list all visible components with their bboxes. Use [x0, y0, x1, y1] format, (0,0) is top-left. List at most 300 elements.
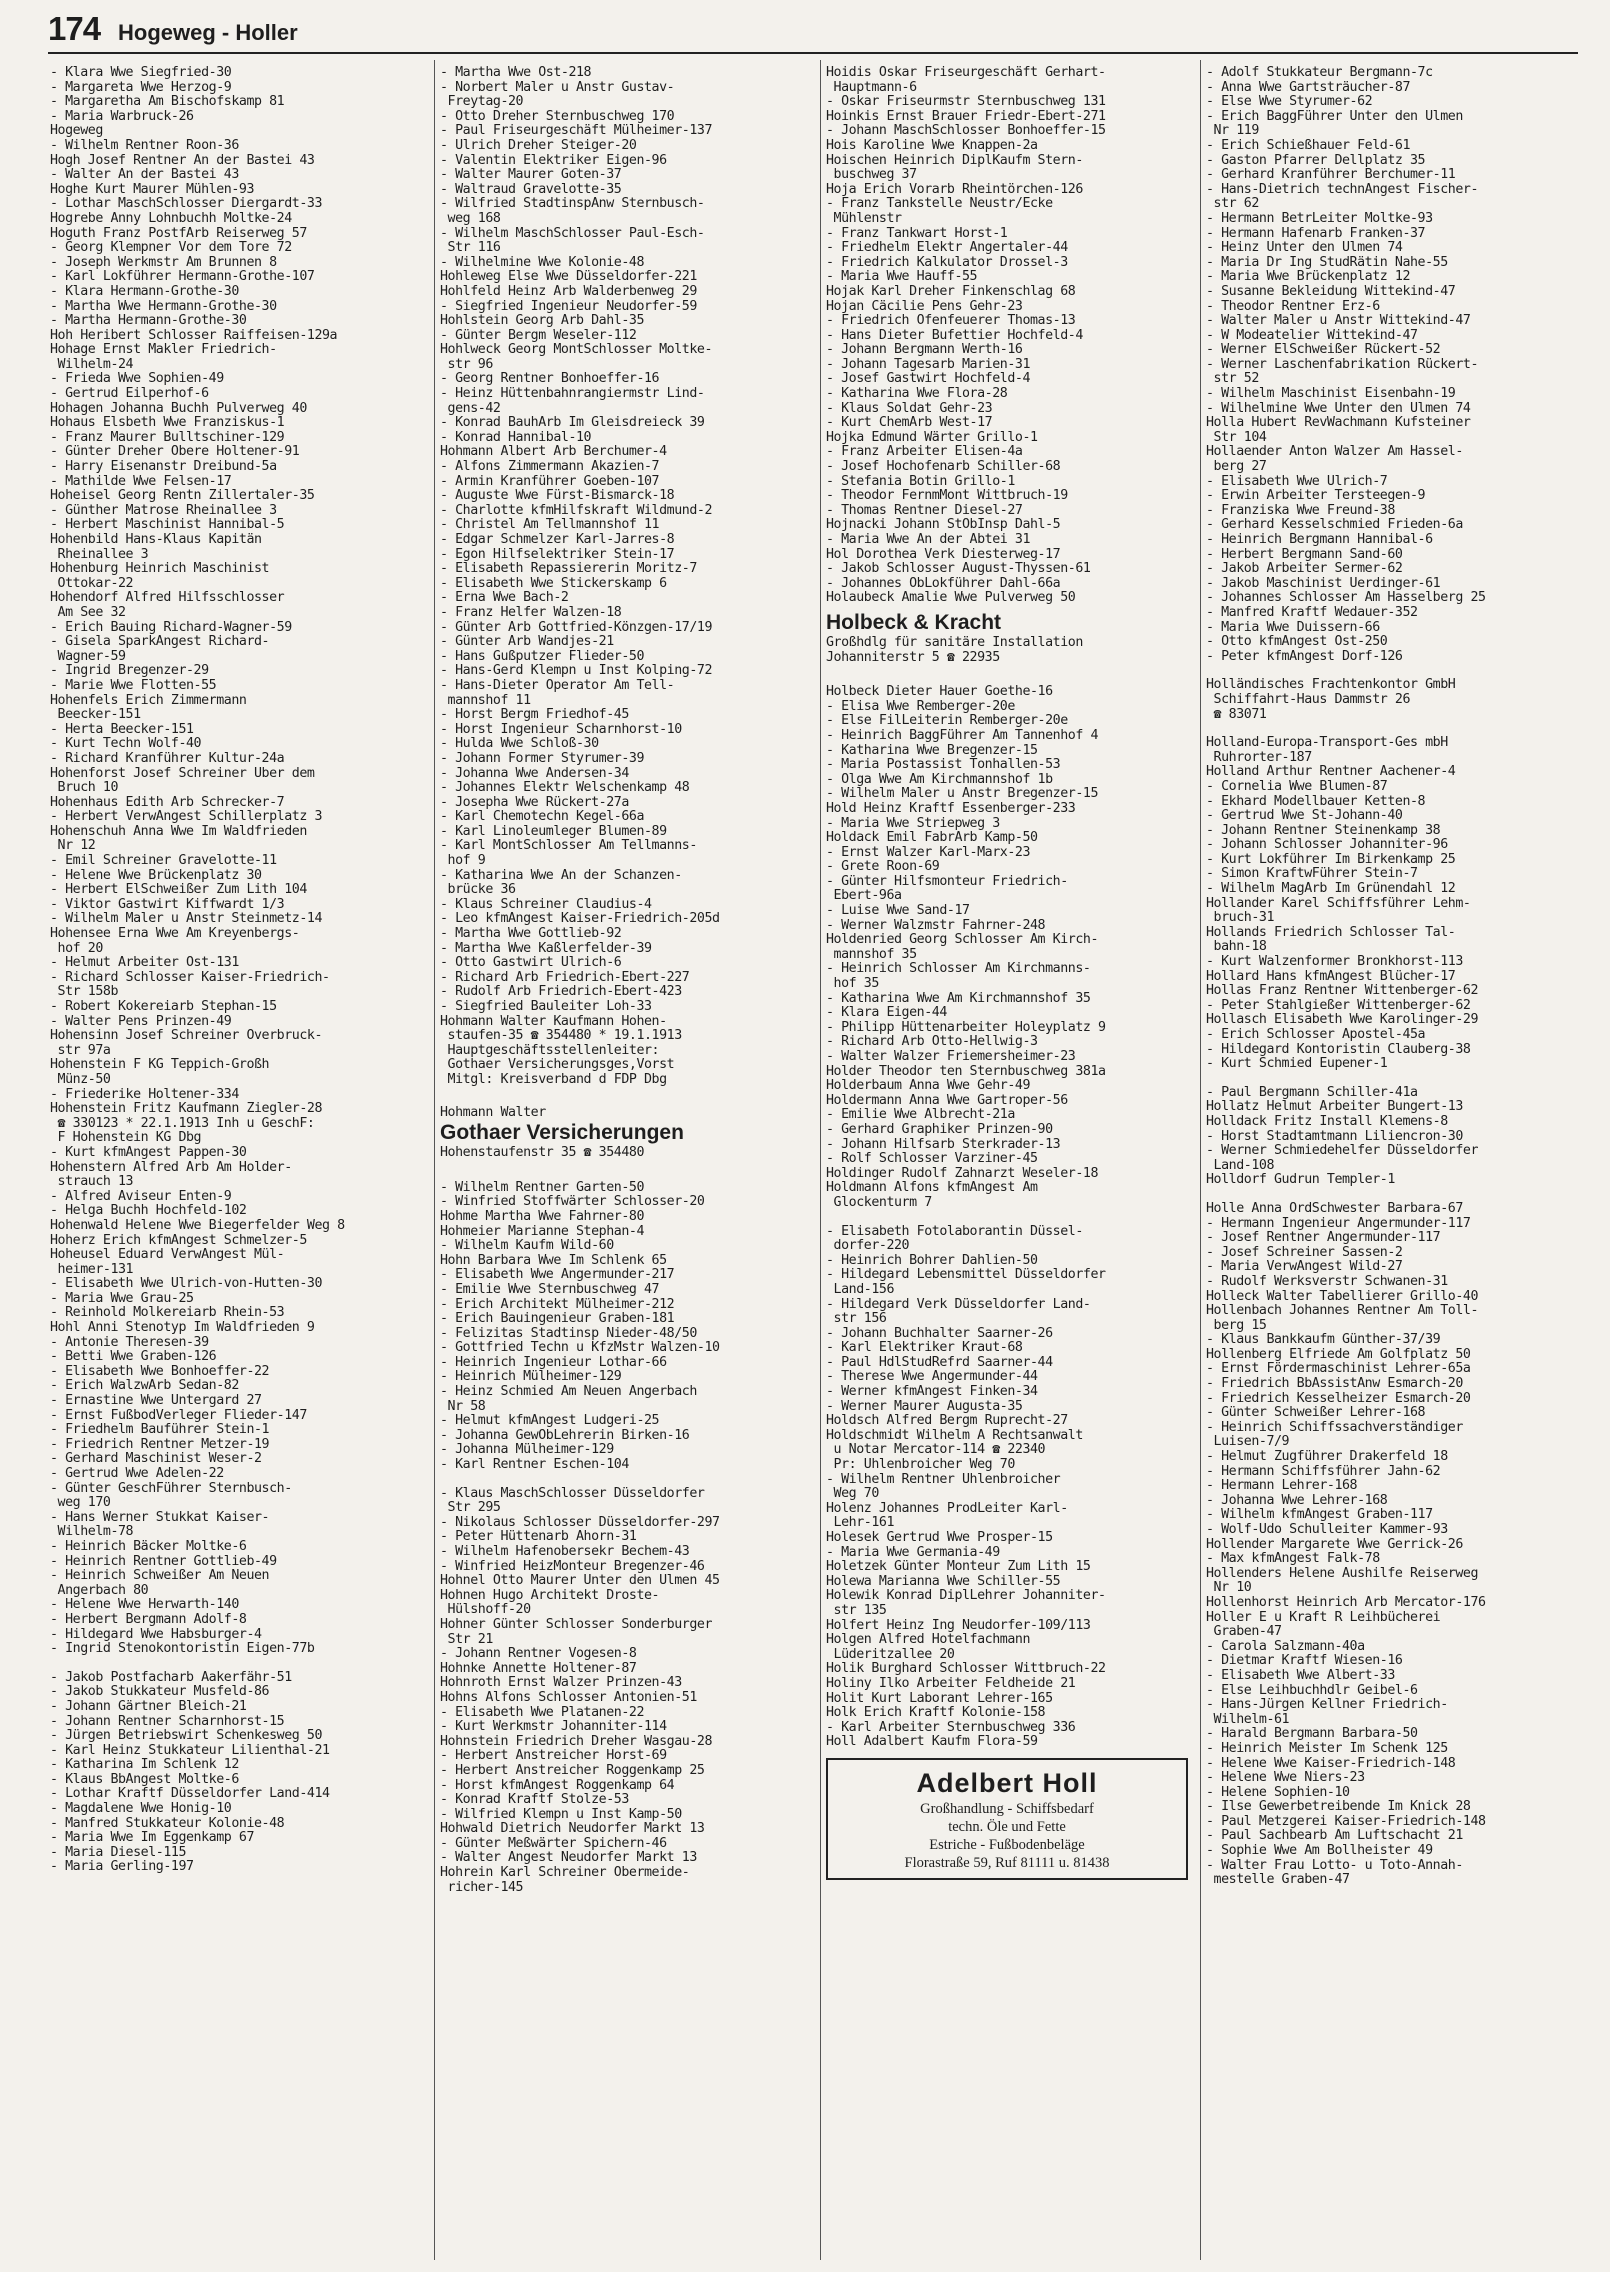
- directory-entry-line: - Klara Hermann-Grothe-30: [50, 284, 239, 299]
- directory-entry-line: - Norbert Maler u Anstr Gustav-: [440, 80, 675, 95]
- directory-entry-line: - Heinrich Schiffssachverständiger: [1206, 1420, 1463, 1435]
- directory-entry-line: Hohenhaus Edith Arb Schrecker-7: [50, 795, 285, 810]
- directory-entry-line: - Maria Wwe Grau-25: [50, 1291, 194, 1306]
- directory-entry-line: - Karl Elektriker Kraut-68: [826, 1341, 1023, 1356]
- directory-entry-line: - Auguste Wwe Fürst-Bismarck-18: [440, 489, 675, 504]
- directory-entry-line: Wilhelm-78: [50, 1525, 134, 1540]
- directory-entry-line: - Horst kfmAngest Roggenkamp 64: [440, 1778, 675, 1793]
- directory-entry-line: Hohenbild Hans-Klaus Kapitän: [50, 533, 262, 547]
- directory-entry-line: - Antonie Theresen-39: [50, 1335, 209, 1350]
- directory-entry-line: - Margaretha Am Bischofskamp 81: [50, 95, 285, 110]
- directory-entry-line: - Maria Wwe Germania-49: [826, 1545, 1000, 1560]
- directory-entry-line: - Kurt ChemArb West-17: [826, 416, 993, 431]
- directory-entry-line: - Johannes ObLokführer Dahl-66a: [826, 576, 1061, 591]
- directory-entry-line: bahn-18: [1206, 940, 1267, 955]
- directory-entry-line: str 52: [1206, 372, 1259, 387]
- directory-entry-line: - Friedhelm Bauführer Stein-1: [50, 1423, 270, 1438]
- directory-entry-line: - Karl Rentner Eschen-104: [440, 1458, 629, 1473]
- directory-entry-line: - Carola Salzmann-40a: [1206, 1639, 1365, 1654]
- directory-entry-line: - Betti Wwe Graben-126: [50, 1350, 217, 1365]
- directory-entry-line: - Marie Wwe Flotten-55: [50, 678, 217, 693]
- directory-entry-line: - Elisa Wwe Remberger-20e: [826, 699, 1015, 714]
- directory-entry-line: weg 168: [440, 211, 501, 226]
- directory-entry-line: Luisen-7/9: [1206, 1435, 1290, 1450]
- directory-entry-line: - Georg Rentner Bonhoeffer-16: [440, 372, 660, 387]
- directory-entry-line: - Paul Friseurgeschäft Mülheimer-137: [440, 124, 712, 139]
- directory-entry-line: - Wolf-Udo Schulleiter Kammer-93: [1206, 1523, 1448, 1537]
- directory-entry-line: - Wilhelm Maler u Anstr Steinmetz-14: [50, 912, 322, 927]
- directory-entry-line: - Erich Bauingenieur Graben-181: [440, 1312, 675, 1327]
- directory-entry-line: - Hildegard Kontoristin Clauberg-38: [1206, 1042, 1471, 1057]
- directory-entry-line: - Wilfried StadtinspAnw Sternbusch-: [440, 197, 705, 212]
- directory-entry-line: str 156: [826, 1312, 887, 1327]
- directory-entry-line: - Peter Stahlgießer Wittenberger-62: [1206, 998, 1471, 1013]
- directory-entry-line: Hohenburg Heinrich Maschinist: [50, 562, 270, 577]
- directory-entry-line: - Hans Gußputzer Flieder-50: [440, 649, 644, 664]
- directory-entry-line: - Gertrud Eilperhof-6: [50, 387, 209, 402]
- directory-entry-line: Am See 32: [50, 605, 126, 620]
- directory-entry-line: - Erich BaggFührer Unter den Ulmen: [1206, 109, 1463, 124]
- directory-entry-line: - Klaus Bankkaufm Günther-37/39: [1206, 1333, 1441, 1348]
- spacer: [440, 1088, 808, 1102]
- directory-entry-line: Hojnacki Johann StObInsp Dahl-5: [826, 518, 1061, 533]
- directory-entry-line: Str 21: [440, 1632, 493, 1647]
- directory-entry-line: Lehr-161: [826, 1516, 894, 1531]
- directory-entry-line: - Franz Helfer Walzen-18: [440, 605, 622, 620]
- directory-entry-line: - Charlotte kfmHilfskraft Wildmund-2: [440, 503, 712, 518]
- directory-entry-line: - Klara Eigen-44: [826, 1006, 947, 1021]
- directory-entry-line: F Hohenstein KG Dbg: [50, 1131, 202, 1146]
- directory-entry-line: - Josepha Wwe Rückert-27a: [440, 795, 629, 810]
- directory-entry-line: - Heinrich Meister Im Schenk 125: [1206, 1741, 1448, 1756]
- directory-entry-line: Freytag-20: [440, 95, 524, 110]
- directory-entry-line: Holetzek Günter Monteur Zum Lith 15: [826, 1560, 1091, 1575]
- directory-entry-line: - Egon Hilfselektriker Stein-17: [440, 547, 675, 562]
- directory-column-1: [50, 66, 418, 2261]
- directory-entry-line: - Josef Gastwirt Hochfeld-4: [826, 372, 1030, 387]
- directory-entry-line: Hollaender Anton Walzer Am Hassel-: [1206, 445, 1463, 460]
- directory-entry-line: - Emilie Wwe Sternbuschweg 47: [440, 1282, 660, 1297]
- directory-entry-line: - Hermann Hafenarb Franken-37: [1206, 226, 1426, 241]
- directory-entry-line: Holleck Walter Tabellierer Grillo-40: [1206, 1289, 1478, 1304]
- directory-entry-line: - Herbert Anstreicher Horst-69: [440, 1749, 667, 1764]
- directory-entry-line: - Katharina Im Schlenk 12: [50, 1758, 239, 1773]
- directory-entry-line: Wagner-59: [50, 649, 126, 664]
- directory-entry-line: - Friedhelm Elektr Angertaler-44: [826, 241, 1068, 256]
- directory-entry-line: gens-42: [440, 401, 501, 416]
- directory-entry-line: - Gaston Pfarrer Dellplatz 35: [1206, 153, 1426, 168]
- directory-entry-line: Graben-47: [1206, 1625, 1282, 1640]
- page-range-title: Hogeweg - Holler: [118, 20, 298, 45]
- directory-entry-line: Hoidis Oskar Friseurgeschäft Gerhart-: [826, 66, 1106, 80]
- boxed-advertisement-line: Florastraße 59, Ruf 81111 u. 81438: [904, 1854, 1110, 1871]
- directory-entry-line: - Karl Chemotechn Kegel-66a: [440, 810, 644, 825]
- directory-entry-line: - Wilhelm kfmAngest Graben-117: [1206, 1508, 1433, 1523]
- directory-entry-line: weg 170: [50, 1496, 111, 1511]
- directory-entry-line: Hogh Josef Rentner An der Bastei 43: [50, 153, 315, 168]
- directory-entry-line: - Wilfried Klempn u Inst Kamp-50: [440, 1807, 682, 1822]
- directory-entry-line: - Harry Eisenanstr Dreibund-5a: [50, 460, 277, 475]
- spacer: [1206, 1072, 1574, 1086]
- directory-entry-line: Hoguth Franz PostfArb Reiserweg 57: [50, 226, 307, 241]
- directory-entry-line: - Erich Schießhauer Feld-61: [1206, 138, 1410, 153]
- directory-entry-line: Pr: Uhlenbroicher Weg 70: [826, 1458, 1015, 1473]
- directory-entry-line: - Heinz Schmied Am Neuen Angerbach: [440, 1385, 697, 1400]
- directory-entry-line: - Franz Tankwart Horst-1: [826, 226, 1008, 241]
- directory-entry-line: - Richard Schlosser Kaiser-Friedrich-: [50, 970, 330, 985]
- directory-entry-line: - Maria Diesel-115: [50, 1845, 186, 1860]
- directory-entry-line: - Otto Dreher Sternbuschweg 170: [440, 109, 675, 124]
- directory-entry-line: str 135: [826, 1603, 887, 1618]
- directory-entry-line: - Heinrich Rentner Gottlieb-49: [50, 1554, 277, 1569]
- directory-entry-line: Holdermann Anna Wwe Gartroper-56: [826, 1093, 1068, 1108]
- directory-entry-line: Holaubeck Amalie Wwe Pulverweg 50: [826, 591, 1076, 606]
- directory-entry-line: - Elisabeth Repassiererin Moritz-7: [440, 562, 697, 577]
- directory-entry-line: - Wilhelm Rentner Uhlenbroicher: [826, 1472, 1061, 1487]
- directory-entry-line: - Hans-Gerd Klempn u Inst Kolping-72: [440, 664, 712, 679]
- directory-entry-line: - Kurt kfmAngest Pappen-30: [50, 1145, 247, 1160]
- directory-entry-line: - Günter Dreher Obere Holtener-91: [50, 445, 300, 460]
- directory-entry-line: - Erich Bauing Richard-Wagner-59: [50, 620, 292, 635]
- directory-entry-line: - Klaus MaschSchlosser Düsseldorfer: [440, 1486, 705, 1501]
- directory-entry-line: - Wilhelm MagArb Im Grünendahl 12: [1206, 882, 1456, 897]
- directory-entry-line: - Franz Maurer Bulltschiner-129: [50, 430, 285, 445]
- directory-entry-line: - Richard Kranführer Kultur-24a: [50, 751, 285, 766]
- directory-entry-line: - Ernastine Wwe Untergard 27: [50, 1394, 262, 1409]
- directory-entry-line: Hohensinn Josef Schreiner Overbruck-: [50, 1029, 322, 1044]
- directory-entry-line: - Elisabeth Wwe Ulrich-7: [1206, 474, 1388, 489]
- directory-column-4: [1206, 66, 1574, 2261]
- directory-entry-line: - Walter An der Bastei 43: [50, 168, 239, 183]
- directory-entry-line: str 96: [440, 357, 493, 372]
- directory-entry-line: - Reinhold Molkereiarb Rhein-53: [50, 1306, 285, 1321]
- directory-entry-line: - Maria Wwe Brückenplatz 12: [1206, 270, 1410, 285]
- directory-entry-line: - Margareta Wwe Herzog-9: [50, 80, 232, 95]
- directory-entry-line: - Johann Rentner Steinenkamp 38: [1206, 823, 1441, 838]
- advertisement-line: Hohenstaufenstr 35 ☎ 354480: [440, 1145, 644, 1161]
- directory-entry-line: - Gottfried Techn u KfzMstr Walzen-10: [440, 1341, 720, 1356]
- directory-entry-line: - Katharina Wwe Am Kirchmannshof 35: [826, 991, 1091, 1006]
- directory-entry-line: berg 15: [1206, 1318, 1267, 1333]
- directory-entry-line: Holdmann Alfons kfmAngest Am: [826, 1181, 1038, 1196]
- directory-entry-line: - Elisabeth Wwe Angermunder-217: [440, 1268, 675, 1283]
- directory-entry-line: Str 104: [1206, 430, 1267, 445]
- directory-entry-line: Holdschmidt Wilhelm A Rechtsanwalt: [826, 1428, 1083, 1443]
- column-divider: [1200, 60, 1201, 2260]
- directory-entry-line: Holder Theodor ten Sternbuschweg 381a: [826, 1064, 1106, 1079]
- directory-column-3: [826, 66, 1194, 2261]
- directory-entry-line: Hauptgeschäftsstellenleiter:: [440, 1043, 660, 1058]
- directory-entry-line: - Helmut Arbeiter Ost-131: [50, 956, 239, 971]
- directory-entry-line: Nr 119: [1206, 124, 1259, 139]
- directory-entry-line: Holik Burghard Schlosser Wittbruch-22: [826, 1662, 1106, 1677]
- directory-entry-line: - Johann Rentner Scharnhorst-15: [50, 1714, 285, 1729]
- directory-entry-line: - Mathilde Wwe Felsen-17: [50, 474, 232, 489]
- directory-entry-line: Hohnel Otto Maurer Unter den Ulmen 45: [440, 1574, 720, 1589]
- directory-entry-line: - Johanna Mülheimer-129: [440, 1443, 614, 1458]
- directory-entry-line: - Jakob Postfacharb Aakerfähr-51: [50, 1670, 292, 1685]
- directory-entry-line: - Heinz Unter den Ulmen 74: [1206, 241, 1403, 256]
- directory-entry-line: - Waltraud Gravelotte-35: [440, 182, 622, 197]
- directory-entry-line: Hohnen Hugo Architekt Droste-: [440, 1588, 660, 1603]
- directory-entry-line: - Erna Wwe Bach-2: [440, 591, 569, 606]
- directory-entry-line: - Maria Wwe Hauff-55: [826, 270, 978, 285]
- column-divider: [434, 60, 435, 2260]
- directory-entry-line: - Ulrich Dreher Steiger-20: [440, 138, 637, 153]
- directory-entry-line: - Johann Gärtner Bleich-21: [50, 1699, 247, 1714]
- directory-entry-line: - Johann Buchhalter Saarner-26: [826, 1326, 1053, 1341]
- directory-entry-line: hof 9: [440, 854, 486, 869]
- directory-entry-line: - Friedrich Ofenfeuerer Thomas-13: [826, 314, 1076, 329]
- directory-entry-line: Ottokar-22: [50, 576, 134, 591]
- spacer: [440, 1473, 808, 1487]
- directory-entry-line: - Günter Arb Gottfried-Könzgen-17/19: [440, 620, 712, 635]
- directory-entry-line: - Werner Laschenfabrikation Rückert-: [1206, 357, 1478, 372]
- directory-entry-line: - Johanna Wwe Lehrer-168: [1206, 1493, 1388, 1508]
- directory-entry-line: Ebert-96a: [826, 889, 902, 904]
- directory-entry-line: - Johann MaschSchlosser Bonhoeffer-15: [826, 124, 1106, 139]
- directory-entry-line: - Robert Kokereiarb Stephan-15: [50, 1000, 277, 1014]
- directory-entry-line: Hojka Edmund Wärter Grillo-1: [826, 430, 1038, 445]
- page-number: 174: [48, 10, 101, 47]
- directory-entry-line: - Else FilLeiterin Remberger-20e: [826, 714, 1068, 729]
- directory-entry-line: - Friederike Holtener-334: [50, 1087, 239, 1102]
- directory-entry-line: bruch-31: [1206, 911, 1274, 926]
- directory-entry-line: Hol Dorothea Verk Diesterweg-17: [826, 547, 1061, 562]
- directory-entry-line: - Kurt Walzenformer Bronkhorst-113: [1206, 955, 1463, 970]
- directory-entry-line: Hohenfels Erich Zimmermann: [50, 693, 247, 708]
- directory-entry-line: - Peter kfmAngest Dorf-126: [1206, 649, 1403, 664]
- directory-entry-line: - Cornelia Wwe Blumen-87: [1206, 779, 1388, 794]
- directory-entry-line: - Frieda Wwe Sophien-49: [50, 372, 224, 387]
- directory-entry-line: str 62: [1206, 197, 1259, 212]
- advertisement-title: Gothaer Versicherungen: [440, 1121, 684, 1145]
- directory-entry-line: mannshof 35: [826, 947, 917, 962]
- directory-entry-line: Hohwald Dietrich Neudorfer Markt 13: [440, 1822, 705, 1837]
- directory-entry-line: - Klara Wwe Siegfried-30: [50, 66, 232, 80]
- directory-entry-line: - Jakob Stukkateur Musfeld-86: [50, 1685, 270, 1700]
- boxed-advertisement-line: Estriche - Fußbodenbeläge: [929, 1836, 1085, 1853]
- directory-entry-line: - Jakob Schlosser August-Thyssen-61: [826, 562, 1091, 577]
- directory-entry-line: - Oskar Friseurmstr Sternbuschweg 131: [826, 95, 1106, 110]
- directory-entry-line: Hoinkis Ernst Brauer Friedr-Ebert-271: [826, 109, 1106, 124]
- spacer: [440, 1167, 808, 1181]
- directory-entry-line: Holldorf Gudrun Templer-1: [1206, 1173, 1395, 1188]
- directory-entry-line: - Friedrich Rentner Metzer-19: [50, 1437, 270, 1452]
- directory-entry-line: - Wilhelm Maler u Anstr Bregenzer-15: [826, 787, 1098, 802]
- directory-entry-line: - Erwin Arbeiter Tersteegen-9: [1206, 489, 1426, 504]
- directory-entry-line: Hohrein Karl Schreiner Obermeide-: [440, 1866, 690, 1881]
- directory-entry-line: - Günter GeschFührer Sternbusch-: [50, 1481, 292, 1496]
- directory-entry-line: Holdenried Georg Schlosser Am Kirch-: [826, 933, 1098, 948]
- directory-entry-line: - Johanna Wwe Andersen-34: [440, 766, 629, 781]
- directory-entry-line: - Horst Stadtamtmann Liliencron-30: [1206, 1129, 1463, 1144]
- directory-entry-line: - Thomas Rentner Diesel-27: [826, 503, 1023, 518]
- directory-entry-line: Hohnke Annette Holtener-87: [440, 1661, 637, 1676]
- directory-entry-line: - Werner ElSchweißer Rückert-52: [1206, 343, 1441, 358]
- directory-entry-line: ☎ 83071: [1206, 707, 1267, 722]
- directory-entry-line: - Martha Wwe Kaßlerfelder-39: [440, 941, 652, 956]
- directory-entry-line: mannshof 11: [440, 693, 531, 708]
- directory-entry-line: - Helene Sophien-10: [1206, 1785, 1350, 1800]
- directory-entry-line: Holgen Alfred Hotelfachmann: [826, 1633, 1030, 1648]
- directory-entry-line: - Heinrich Schlosser Am Kirchmanns-: [826, 962, 1091, 977]
- directory-entry-line: Wilhelm-24: [50, 357, 134, 372]
- directory-entry-line: - Ernst Fördermaschinist Lehrer-65a: [1206, 1362, 1471, 1377]
- directory-entry-line: - Helene Wwe Herwarth-140: [50, 1598, 239, 1613]
- spacer: [1206, 664, 1574, 678]
- spacer: [826, 671, 1194, 685]
- directory-entry-line: Holl Adalbert Kaufm Flora-59: [826, 1735, 1038, 1750]
- directory-entry-line: - Kurt Lokführer Im Birkenkamp 25: [1206, 852, 1456, 867]
- directory-entry-line: Hohenwald Helene Wwe Biegerfelder Weg 8: [50, 1218, 345, 1233]
- directory-entry-line: - Wilhelm Rentner Roon-36: [50, 138, 239, 153]
- directory-entry-line: - Emil Schreiner Gravelotte-11: [50, 854, 277, 869]
- directory-entry-line: Holderbaum Anna Wwe Gehr-49: [826, 1079, 1030, 1094]
- directory-entry-line: - Helga Buchh Hochfeld-102: [50, 1204, 247, 1219]
- directory-entry-line: - Karl Lokführer Hermann-Grothe-107: [50, 270, 315, 285]
- directory-entry-line: - Klaus Schreiner Claudius-4: [440, 897, 652, 912]
- advertisement-lead: Hohmann Walter: [440, 1104, 546, 1120]
- directory-entry-line: - Heinrich Mülheimer-129: [440, 1370, 622, 1385]
- directory-entry-line: - Hans-Dietrich technAngest Fischer-: [1206, 182, 1478, 197]
- directory-entry-line: Holldack Fritz Install Klemens-8: [1206, 1114, 1448, 1129]
- directory-entry-line: Hohaus Elsbeth Wwe Franziskus-1: [50, 416, 285, 431]
- directory-entry-line: - Herta Beecker-151: [50, 722, 194, 737]
- directory-entry-line: Holdack Emil FabrArb Kamp-50: [826, 831, 1038, 846]
- advertisement-line: Großhdlg für sanitäre Installation: [826, 634, 1083, 650]
- directory-entry-line: - Lothar Kraftf Düsseldorfer Land-414: [50, 1787, 330, 1802]
- directory-column-2: [440, 66, 808, 2261]
- directory-entry-line: Hohmann Walter Kaufmann Hohen-: [440, 1014, 667, 1029]
- directory-entry-line: Holland-Europa-Transport-Ges mbH: [1206, 736, 1448, 751]
- directory-entry-line: - Emilie Wwe Albrecht-21a: [826, 1108, 1015, 1123]
- directory-entry-line: Hohlfeld Heinz Arb Walderbenweg 29: [440, 284, 697, 299]
- directory-entry-line: - Winfried HeizMonteur Bregenzer-46: [440, 1559, 705, 1574]
- directory-entry-line: - Herbert ElSchweißer Zum Lith 104: [50, 883, 307, 898]
- directory-entry-line: - Felizitas Stadtinsp Nieder-48/50: [440, 1326, 697, 1341]
- directory-entry-line: - Josef Rentner Angermunder-117: [1206, 1231, 1441, 1246]
- directory-entry-line: Hohenstein Fritz Kaufmann Ziegler-28: [50, 1102, 322, 1117]
- directory-entry-line: - Hermann BetrLeiter Moltke-93: [1206, 211, 1433, 226]
- directory-entry-line: Holdinger Rudolf Zahnarzt Weseler-18: [826, 1166, 1098, 1181]
- directory-entry-line: - Elisabeth Wwe Albert-33: [1206, 1668, 1395, 1683]
- directory-entry-line: Hoghe Kurt Maurer Mühlen-93: [50, 182, 254, 197]
- directory-entry-line: str 97a: [50, 1043, 111, 1058]
- directory-entry-line: - Manfred Kraftf Wedauer-352: [1206, 605, 1418, 620]
- directory-entry-line: Holesek Gertrud Wwe Prosper-15: [826, 1531, 1053, 1545]
- directory-entry-line: - Rolf Schlosser Varziner-45: [826, 1152, 1038, 1167]
- directory-entry-line: Hohenstein F KG Teppich-Großh: [50, 1058, 270, 1073]
- directory-entry-line: - Johann Rentner Vogesen-8: [440, 1647, 637, 1662]
- directory-entry-line: - Elisabeth Wwe Bonhoeffer-22: [50, 1364, 270, 1379]
- directory-entry-line: Münz-50: [50, 1072, 111, 1087]
- directory-entry-line: Ruhrorter-187: [1206, 750, 1312, 765]
- directory-entry-line: Wilhelm-61: [1206, 1712, 1290, 1727]
- directory-entry-line: Hois Karoline Wwe Knappen-2a: [826, 138, 1038, 153]
- directory-entry-line: Hohage Ernst Makler Friedrich-: [50, 343, 277, 358]
- directory-entry-line: - Max kfmAngest Falk-78: [1206, 1552, 1380, 1567]
- directory-entry-line: - Wilhelm Kaufm Wild-60: [440, 1239, 614, 1254]
- directory-entry-line: - Hans-Jürgen Kellner Friedrich-: [1206, 1698, 1448, 1713]
- directory-entry-line: - Katharina Wwe Flora-28: [826, 387, 1008, 402]
- directory-entry-line: - Hans Dieter Bufettier Hochfeld-4: [826, 328, 1083, 343]
- directory-entry-line: Hohmann Albert Arb Berchumer-4: [440, 445, 667, 460]
- directory-entry-line: - Josef Hochofenarb Schiller-68: [826, 460, 1061, 475]
- directory-entry-line: - Martha Hermann-Grothe-30: [50, 314, 247, 329]
- directory-entry-line: - Franz Tankstelle Neustr/Ecke: [826, 197, 1053, 212]
- directory-entry-line: buschweg 37: [826, 168, 917, 183]
- directory-entry-line: Lüderitzallee 20: [826, 1647, 955, 1662]
- directory-entry-line: - Günter Meßwärter Spichern-46: [440, 1836, 667, 1851]
- directory-entry-line: - Jürgen Betriebswirt Schenkesweg 50: [50, 1729, 322, 1744]
- directory-entry-line: - Günther Matrose Rheinallee 3: [50, 503, 277, 518]
- directory-entry-line: - Wilhelmine Wwe Kolonie-48: [440, 255, 644, 270]
- directory-entry-line: Nr 12: [50, 839, 96, 854]
- directory-entry-line: - Helmut Zugführer Drakerfeld 18: [1206, 1450, 1448, 1465]
- directory-entry-line: - Dietmar Kraftf Wiesen-16: [1206, 1654, 1403, 1669]
- directory-entry-line: Holdsch Alfred Bergm Ruprecht-27: [826, 1414, 1068, 1429]
- directory-entry-line: Holbeck Dieter Hauer Goethe-16: [826, 685, 1053, 700]
- directory-entry-line: - Wilhelm Maschinist Eisenbahn-19: [1206, 387, 1456, 402]
- directory-entry-line: Hollenbach Johannes Rentner Am Toll-: [1206, 1304, 1478, 1319]
- directory-entry-line: Angerbach 80: [50, 1583, 149, 1598]
- directory-entry-line: Hohnroth Ernst Walzer Prinzen-43: [440, 1676, 682, 1691]
- directory-entry-line: - Friedrich Kalkulator Drossel-3: [826, 255, 1068, 270]
- directory-entry-line: - Stefania Botin Grillo-1: [826, 474, 1015, 489]
- directory-entry-line: u Notar Mercator-114 ☎ 22340: [826, 1443, 1046, 1458]
- directory-entry-line: - Werner kfmAngest Finken-34: [826, 1385, 1038, 1400]
- directory-entry-line: - Rudolf Arb Friedrich-Ebert-423: [440, 985, 682, 1000]
- directory-entry-line: Hohagen Johanna Buchh Pulverweg 40: [50, 401, 307, 416]
- directory-entry-line: - Maria VerwAngest Wild-27: [1206, 1260, 1403, 1275]
- directory-entry-line: - Kurt Techn Wolf-40: [50, 737, 202, 752]
- directory-entry-line: - Gerhard Graphiker Prinzen-90: [826, 1122, 1053, 1137]
- directory-entry-line: berg 27: [1206, 460, 1267, 475]
- directory-entry-line: Hollenhorst Heinrich Arb Mercator-176: [1206, 1595, 1486, 1610]
- directory-entry-line: Hollenders Helene Aushilfe Reiserweg: [1206, 1566, 1478, 1581]
- directory-entry-line: - Johannes Elektr Welschenkamp 48: [440, 781, 690, 796]
- directory-entry-line: Hohlstein Georg Arb Dahl-35: [440, 314, 644, 329]
- directory-entry-line: - Karl Arbeiter Sternbuschweg 336: [826, 1720, 1076, 1735]
- directory-entry-line: Holenz Johannes ProdLeiter Karl-: [826, 1501, 1068, 1516]
- column-divider: [820, 60, 821, 2260]
- directory-entry-line: Hollenberg Elfriede Am Golfplatz 50: [1206, 1347, 1471, 1362]
- directory-entry-line: Hollatz Helmut Arbeiter Bungert-13: [1206, 1100, 1463, 1115]
- directory-entry-line: - Elisabeth Wwe Platanen-22: [440, 1705, 644, 1720]
- directory-entry-line: - Maria Wwe Striepweg 3: [826, 816, 1000, 831]
- directory-entry-line: Hohendorf Alfred Hilfsschlosser: [50, 591, 285, 606]
- directory-entry-line: - Günter Bergm Weseler-112: [440, 328, 637, 343]
- directory-entry-line: - Paul HdlStudRefrd Saarner-44: [826, 1355, 1053, 1370]
- directory-entry-line: Hauptmann-6: [826, 80, 917, 95]
- directory-entry-line: Hohmeier Marianne Stephan-4: [440, 1224, 644, 1239]
- directory-entry-line: Holländisches Frachtenkontor GmbH: [1206, 678, 1456, 693]
- directory-entry-line: - Olga Wwe Am Kirchmannshof 1b: [826, 772, 1053, 787]
- directory-entry-line: - Josef Schreiner Sassen-2: [1206, 1245, 1403, 1260]
- directory-entry-line: - Maria Wwe Im Eggenkamp 67: [50, 1831, 254, 1846]
- directory-entry-line: - Paul Bergmann Schiller-41a: [1206, 1085, 1418, 1100]
- directory-entry-line: - Heinrich BaggFührer Am Tannenhof 4: [826, 728, 1098, 743]
- directory-entry-line: - Katharina Wwe An der Schanzen-: [440, 868, 682, 883]
- directory-entry-line: - Helene Wwe Brückenplatz 30: [50, 868, 262, 883]
- directory-entry-line: Hoja Erich Vorarb Rheintörchen-126: [826, 182, 1083, 197]
- directory-entry-line: Glockenturm 7: [826, 1195, 932, 1210]
- spacer: [1206, 722, 1574, 736]
- directory-entry-line: Gothaer Versicherungsges,Vorst: [440, 1058, 675, 1073]
- directory-entry-line: Holewik Konrad DiplLehrer Johanniter-: [826, 1589, 1106, 1604]
- directory-entry-line: - Erich Architekt Mülheimer-212: [440, 1297, 675, 1312]
